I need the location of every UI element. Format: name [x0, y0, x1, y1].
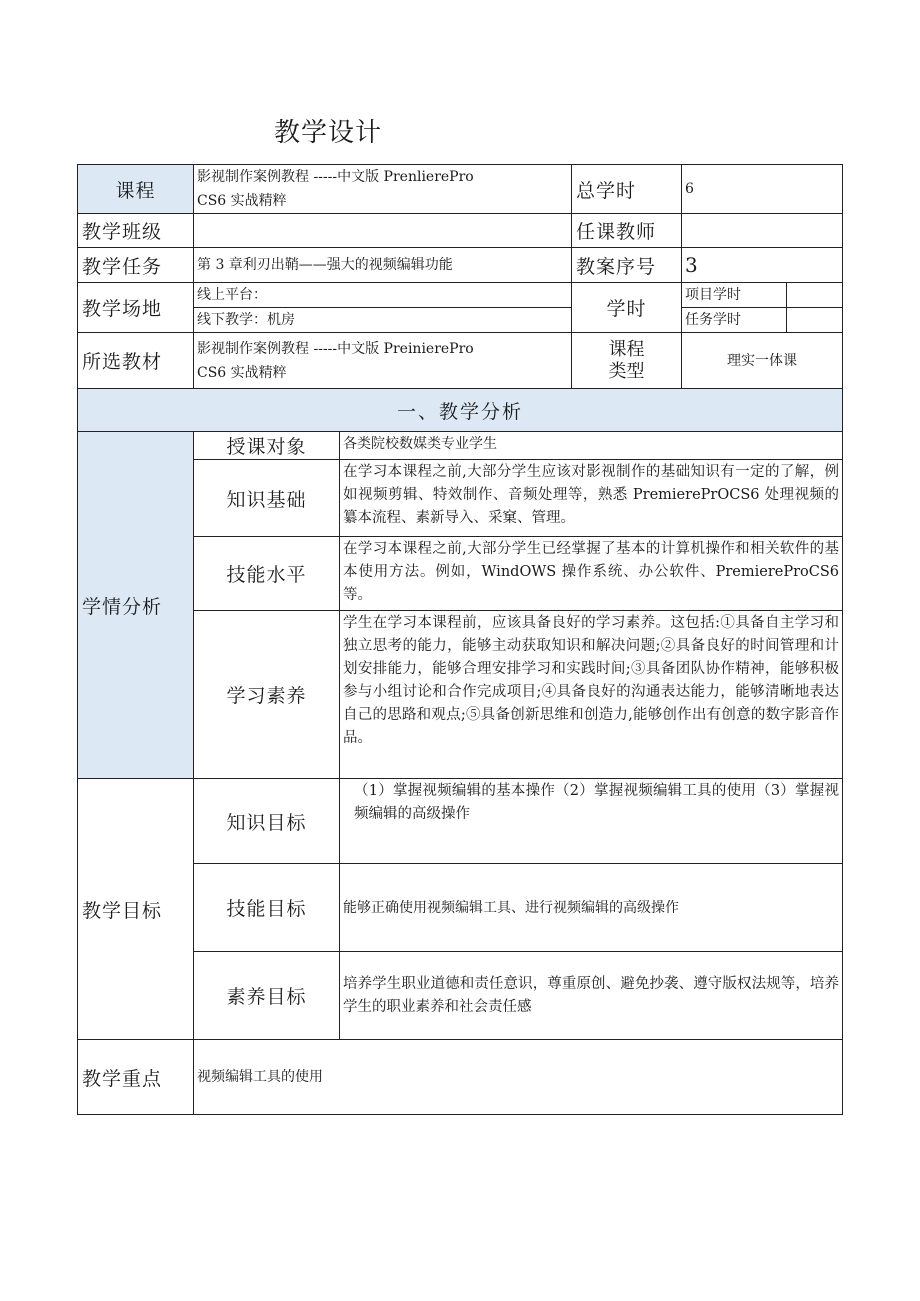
textbook-value-line-2: CS6 实战精粹 [197, 364, 287, 381]
literacy-goal-label: 素养目标 [194, 952, 340, 1040]
knowledge-base-label: 知识基础 [194, 460, 340, 537]
literacy-goal-value: 培养学生职业道德和责任意识，尊重原创、避免抄袭、遵守版权法规等，培养学生的职业素养和社会责任感 [340, 952, 843, 1040]
project-hours-value [787, 283, 843, 308]
skill-level-value: 在学习本课程之前,大部分学生已经掌握了基本的计算机操作和相关软件的基本使用方法。例如，WindOWS 操作系统、办公软件、PremiereProCS6 等。 [340, 537, 843, 611]
project-hours-label: 项目学时 [682, 283, 787, 308]
course-value-line-1: 影视制作案例教程 -----中文版 PrenlierePro [197, 169, 474, 185]
teacher-label: 任课教师 [572, 214, 682, 248]
skill-goal-value: 能够正确使用视频编辑工具、进行视频编辑的高级操作 [340, 864, 843, 952]
target-value: 各类院校数媒类专业学生 [340, 432, 843, 460]
course-value-line-2: CS6 实战精粹 [197, 193, 287, 209]
course-label: 课程 [78, 165, 194, 214]
learning-literacy-label: 学习素养 [194, 611, 340, 779]
skill-goal-label: 技能目标 [194, 864, 340, 952]
skill-level-label: 技能水平 [194, 537, 340, 611]
teacher-value [682, 214, 843, 248]
key-point-value: 视频编辑工具的使用 [194, 1040, 843, 1115]
venue-offline: 线下教学：机房 [194, 308, 572, 333]
course-value [194, 165, 572, 214]
textbook-value [194, 333, 572, 389]
class-label: 教学班级 [78, 214, 194, 248]
section-one-title: 一、教学分析 [78, 389, 843, 432]
knowledge-goal-value: （1）掌握视频编辑的基本操作（2）掌握视频编辑工具的使用（3）掌握视频编辑的高级操作 [340, 779, 843, 864]
course-type-label [572, 333, 682, 389]
course-type-value: 理实一体课 [682, 333, 843, 389]
course-type-label-2: 类型 [608, 360, 645, 382]
task-hours-value [787, 308, 843, 333]
venue-online: 线上平台： [194, 283, 572, 308]
venue-label: 教学场地 [78, 283, 194, 333]
course-type-label-1: 课程 [608, 338, 645, 360]
total-hours-value: 6 [682, 165, 843, 214]
learner-analysis-label: 学情分析 [78, 432, 194, 779]
class-value [194, 214, 572, 248]
textbook-value-line-1: 影视制作案例教程 -----中文版 PreinierePro [197, 340, 474, 357]
task-hours-label: 任务学时 [682, 308, 787, 333]
document-title: 教学设计 [274, 118, 383, 148]
knowledge-base-value: 在学习本课程之前,大部分学生应该对影视制作的基础知识有一定的了解，例如视频剪辑、特效制作、音频处理等，熟悉 PremierePrOCS6 处理视频的纂本流程、素新导入、采窠、管理。 [340, 460, 843, 537]
target-label: 授课对象 [194, 432, 340, 460]
hours-label: 学时 [572, 283, 682, 333]
task-label: 教学任务 [78, 248, 194, 283]
lesson-plan-table [77, 164, 843, 1115]
learning-literacy-value: 学生在学习本课程前，应该具备良好的学习素养。这包括:①具备自主学习和独立思考的能力，能够主动获取知识和解决问题;②具备良好的时间管理和计划安排能力，能够合理安排学习和实践时间;③具备团队协作精神，能够积极参与小组讨论和合作完成项目;④具备良好的沟通表达能力，能够清晰地表达自己的思路和观点;⑤具备创新思维和创造力,能够创作出有创意的数字影音作品。 [340, 611, 843, 779]
total-hours-label: 总学时 [572, 165, 682, 214]
teaching-goals-label: 教学目标 [78, 779, 194, 1040]
plan-no-label: 教案序号 [572, 248, 682, 283]
task-value: 第 3 章利刃出鞘——强大的视频编辑功能 [194, 248, 572, 283]
key-point-label: 教学重点 [78, 1040, 194, 1115]
knowledge-goal-label: 知识目标 [194, 779, 340, 864]
textbook-label: 所选教材 [78, 333, 194, 389]
plan-no-value: 3 [682, 248, 843, 283]
